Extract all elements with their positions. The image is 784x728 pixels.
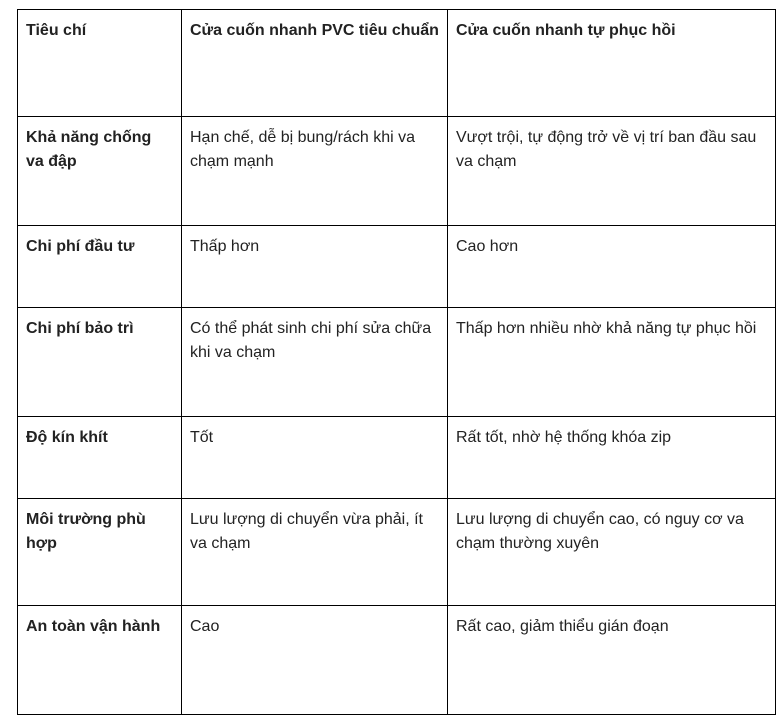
table-row [18,606,776,715]
row-self-repairing-cell: Rất cao, giảm thiểu gián đoạn [448,606,776,715]
header-self-repairing-door: Cửa cuốn nhanh tự phục hồi [448,10,776,117]
table-header-row [18,10,776,117]
table-row [18,308,776,417]
header-standard-pvc-door: Cửa cuốn nhanh PVC tiêu chuẩn [182,10,448,117]
row-criteria-cell: An toàn vận hành [18,606,182,715]
row-self-repairing-cell: Vượt trội, tự động trở về vị trí ban đầu sau va chạm [448,117,776,226]
row-standard-cell: Tốt [182,417,448,499]
row-criteria-cell: Chi phí đầu tư [18,226,182,308]
row-standard-cell: Lưu lượng di chuyển vừa phải, ít va chạm [182,499,448,606]
row-self-repairing-cell: Thấp hơn nhiều nhờ khả năng tự phục hồi [448,308,776,417]
row-standard-cell: Có thể phát sinh chi phí sửa chữa khi va chạm [182,308,448,417]
table-row [18,417,776,499]
table-row [18,226,776,308]
row-standard-cell: Thấp hơn [182,226,448,308]
table-row [18,499,776,606]
table-row [18,117,776,226]
header-criteria: Tiêu chí [18,10,182,117]
row-self-repairing-cell: Cao hơn [448,226,776,308]
row-criteria-cell: Độ kín khít [18,417,182,499]
row-standard-cell: Cao [182,606,448,715]
row-self-repairing-cell: Rất tốt, nhờ hệ thống khóa zip [448,417,776,499]
row-criteria-cell: Khả năng chống va đập [18,117,182,226]
comparison-table [17,9,776,715]
row-criteria-cell: Môi trường phù hợp [18,499,182,606]
row-criteria-cell: Chi phí bảo trì [18,308,182,417]
row-self-repairing-cell: Lưu lượng di chuyển cao, có nguy cơ va chạm thường xuyên [448,499,776,606]
row-standard-cell: Hạn chế, dễ bị bung/rách khi va chạm mạnh [182,117,448,226]
